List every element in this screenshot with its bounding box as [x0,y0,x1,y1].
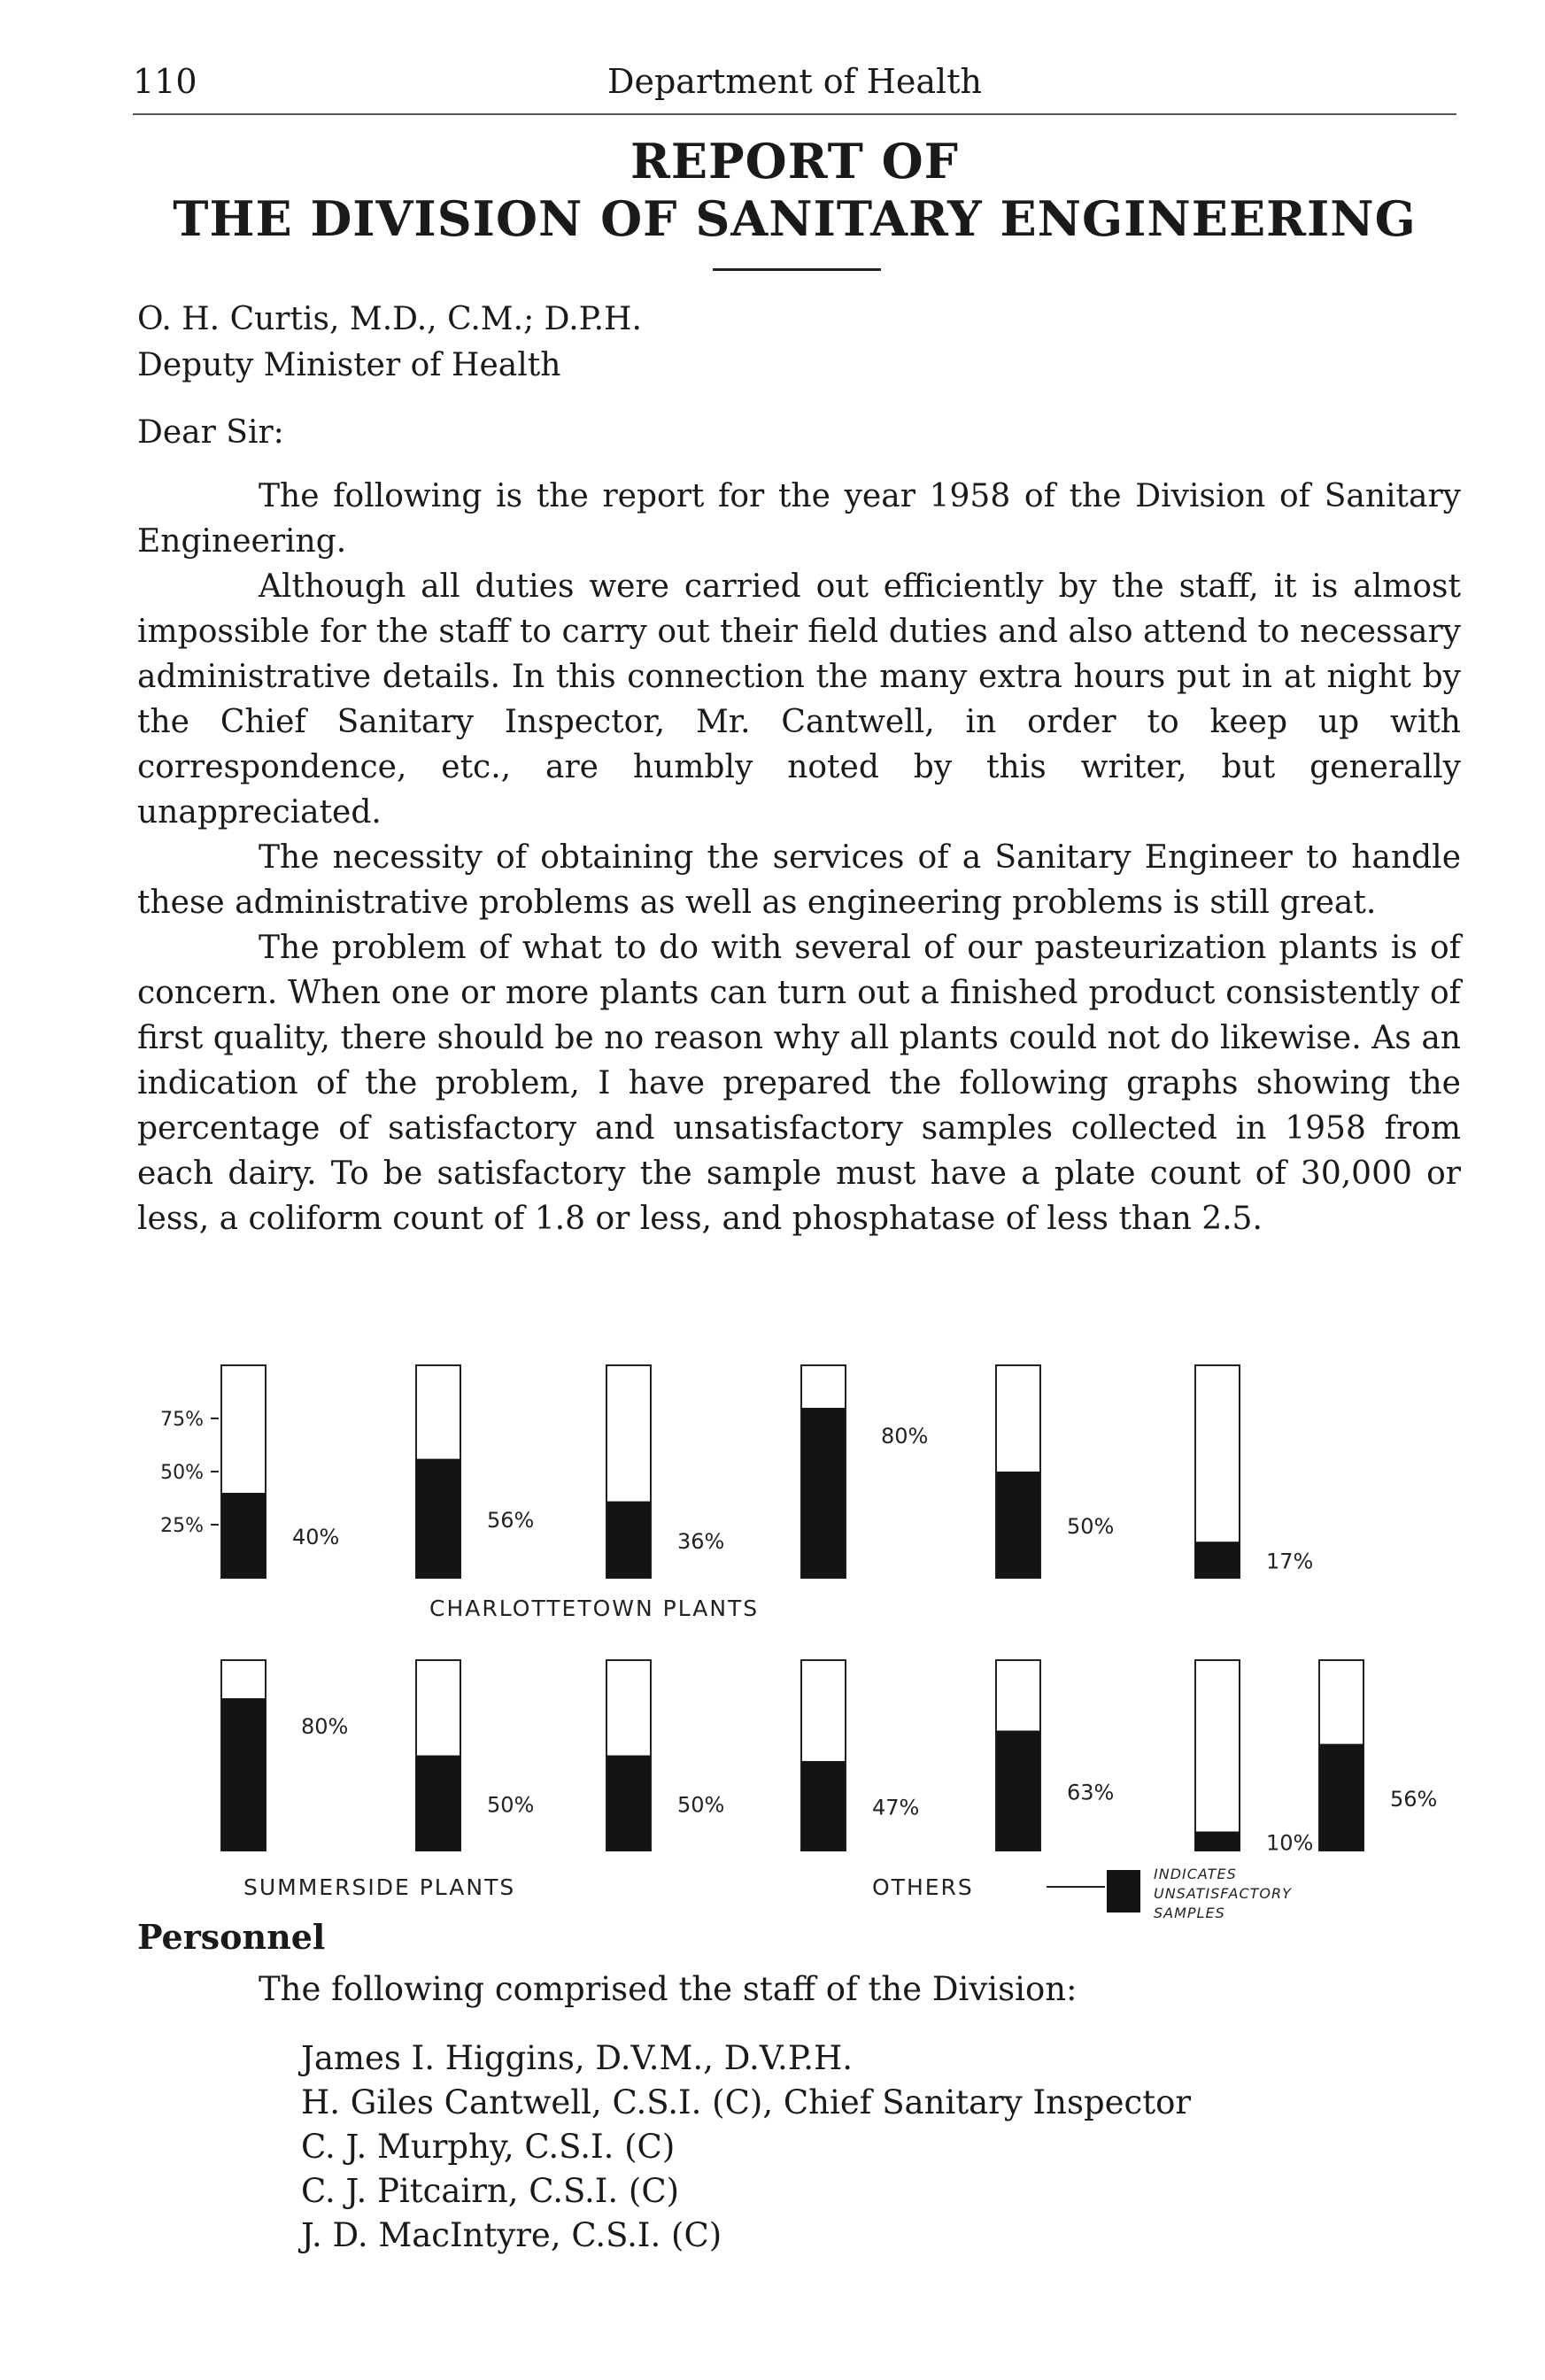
paragraph: The necessity of obtaining the services of a Sanitary Engineer to handle these administrative problems as well as engineering problems is still great. [137,839,1461,921]
staff-member: James I. Higgins, D.V.M., D.V.P.H. [301,2039,854,2077]
data-label: 56% [1390,1786,1438,1812]
data-label: 47% [872,1795,920,1820]
legend-text: UNSATISFACTORY [1154,1885,1292,1902]
running-head [133,62,1456,106]
staff-member: C. J. Murphy, C.S.I. (C) [301,2128,676,2166]
data-label: 50% [487,1792,535,1818]
bar-unsatisfactory-fill [801,1408,846,1578]
bar-unsatisfactory-fill [416,1459,460,1578]
y-tick-label: 50% [160,1462,204,1484]
paragraph: The following is the report for the year 1958 of the Division of Sanitary Engineering. [137,478,1461,560]
data-label: 63% [1067,1780,1115,1805]
title-rule [713,268,881,271]
bar-unsatisfactory-fill [801,1761,846,1851]
addressee-name: O. H. Curtis, M.D., C.M.; D.P.H. [137,301,642,337]
data-label: 17% [1266,1549,1314,1574]
report-title-line-1: REPORT OF [630,133,959,189]
bar-unsatisfactory-fill [606,1502,651,1578]
data-label: 80% [881,1424,929,1449]
bar-unsatisfactory-fill [221,1493,266,1578]
bar-unsatisfactory-fill [996,1731,1040,1851]
report-body [137,474,1461,1241]
header-rule [133,113,1456,115]
personnel-intro: The following comprised the staff of the Division: [259,1970,1078,2008]
bar-unsatisfactory-fill [1195,1542,1240,1578]
data-label: 36% [677,1528,725,1554]
bar-unsatisfactory-fill [416,1756,460,1851]
group-label: OTHERS [872,1874,974,1900]
bar-unsatisfactory-fill [221,1698,266,1851]
personnel-heading: Personnel [137,1917,326,1957]
staff-member: J. D. MacIntyre, C.S.I. (C) [301,2216,722,2254]
data-label: 40% [292,1525,340,1549]
report-title-line-2: THE DIVISION OF SANITARY ENGINEERING [173,190,1417,247]
data-label: 56% [487,1507,535,1533]
y-tick-label: 25% [160,1515,204,1537]
legend-text: INDICATES [1154,1866,1237,1882]
group-label: SUMMERSIDE PLANTS [243,1874,516,1900]
addressee-role: Deputy Minister of Health [137,347,561,383]
legend-swatch [1107,1870,1140,1912]
paragraph: The problem of what to do with several of our pasteurization plants is of concern. When one or more plants can turn out a finished product consistently of first quality, there should be no reason why all plants could not do likewise. As an indication of the problem, I have prepared the following graphs showing the percentage of satisfactory and unsatisfactory samples collected in 1958 from each dairy. To be satisfactory the sample must have a plate count of 30,000 or less, a coliform count of 1.8 or less, and phosphatase of less than 2.5. [137,930,1461,1237]
staff-list [301,2036,1191,2258]
bar-unsatisfactory-fill [1195,1832,1240,1851]
bar-frame [1195,1660,1240,1851]
y-tick-label: 75% [160,1409,204,1431]
data-label: 80% [301,1714,349,1739]
bar-unsatisfactory-fill [996,1472,1040,1578]
page-number: 110 [133,62,197,101]
legend-text: SAMPLES [1154,1905,1225,1921]
staff-member: C. J. Pitcairn, C.S.I. (C) [301,2172,680,2210]
sample-quality-charts [124,1346,1443,1921]
running-title: Department of Health [607,62,982,101]
data-label: 50% [677,1792,725,1818]
staff-member: H. Giles Cantwell, C.S.I. (C), Chief Sanitary Inspector [301,2083,1192,2121]
salutation: Dear Sir: [137,414,284,451]
bar-unsatisfactory-fill [1319,1744,1363,1851]
bar-unsatisfactory-fill [606,1756,651,1851]
group-label: CHARLOTTETOWN PLANTS [429,1596,760,1621]
paragraph: Although all duties were carried out efficiently by the staff, it is almost impossible for the staff to carry out their field duties and also attend to necessary administrative details. In this connection the many extra hours put in at night by the Chief Sanitary Inspector, Mr. Cantwell, in order to keep up with correspondence, etc., are humbly noted by this writer, but generally unappreciated. [137,568,1461,831]
data-label: 10% [1266,1830,1314,1856]
data-label: 50% [1067,1514,1115,1539]
